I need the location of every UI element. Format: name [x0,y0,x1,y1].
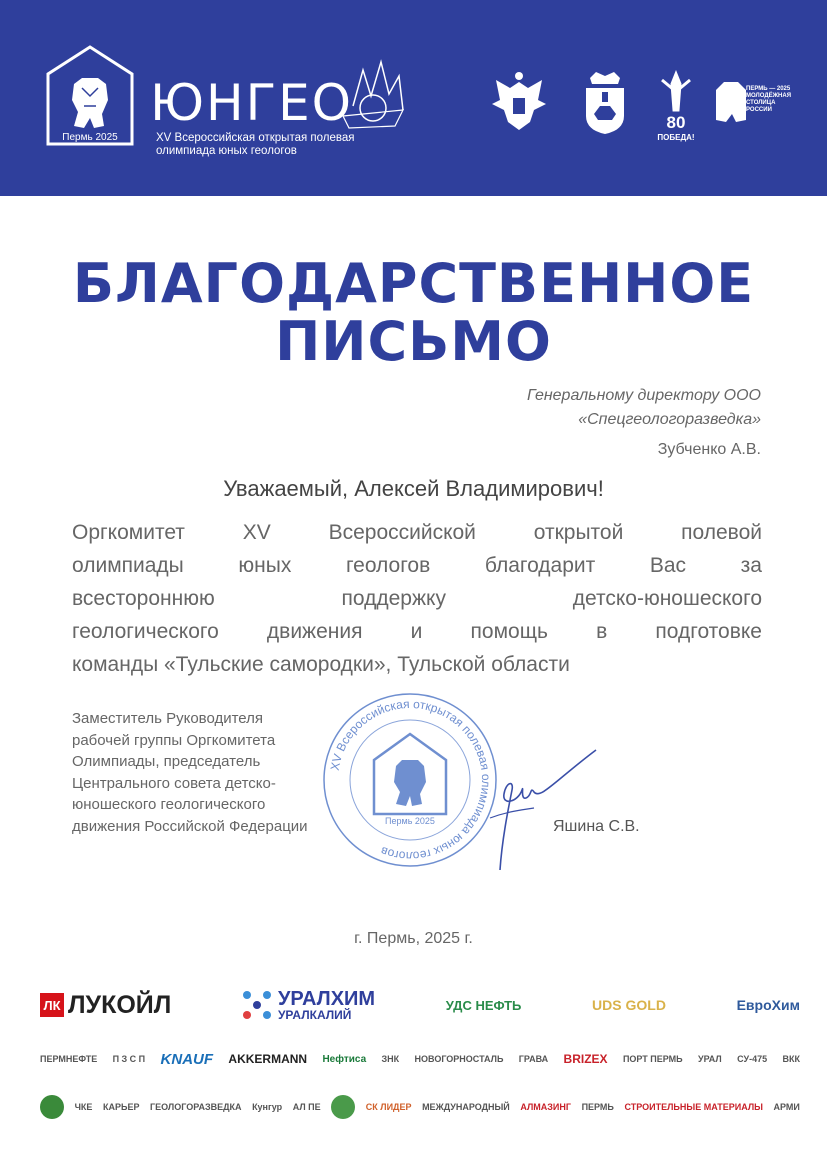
body-line: команды «Тульские самородки», Тульской области [72,653,570,676]
sponsor-lukoil-text: ЛУКОЙЛ [68,990,172,1019]
sponsor-port-perm: ПОРТ ПЕРМЬ [622,1054,683,1064]
greeting: Уважаемый, Алексей Владимирович! [223,476,604,501]
sponsor-su475: СУ-475 [737,1054,768,1064]
sponsor-karer: КАРЬЕР [102,1102,140,1112]
sponsor-badge-icon [40,1095,64,1119]
header-band [0,0,827,196]
olympiad-subtitle-line2: олимпиада юных геологов [156,145,297,157]
olympiad-bear-logo-icon [44,44,136,148]
handwritten-signature [460,730,620,880]
sponsor-logo: АЛ ПЕ [292,1102,321,1112]
addressee-company: «Спецгеологоразведка» [578,411,761,428]
signatory-line: Олимпиады, председатель [72,753,261,770]
sponsor-akkermann: AKKERMANN [228,1052,308,1066]
sponsor-logo: МЕЖДУНАРОДНЫЙ [422,1102,510,1112]
signatory-line: юношеского геологического [72,796,266,813]
logo-city-text: Пермь 2025 [62,132,118,143]
sponsor-uds-neft: УДС НЕФТЬ [445,997,522,1013]
youth-capital-line2: МОЛОДЁЖНАЯ [746,93,792,99]
youth-capital-line4: РОССИИ [746,107,772,113]
sponsor-lukoil [40,991,171,1020]
body-line: олимпиады юных геологов благодарит Вас за [72,554,762,577]
sponsor-sk-lider: СК ЛИДЕР [365,1102,412,1112]
sponsor-logo: ГЕОЛОГОРАЗВЕДКА [150,1102,242,1112]
sponsor-uds-gold: UDS GOLD [592,997,666,1013]
sponsor-grava: ГРАВА [518,1054,549,1064]
lukoil-logo-icon: ЛК [40,993,64,1017]
signatory-line: движения Российской Федерации [72,817,308,835]
stamp-center-text: Пермь 2025 [385,816,435,826]
crystal-icon [333,56,413,140]
sponsor-brizex: BRIZEX [563,1052,608,1066]
uralchem-logo-icon [242,990,272,1020]
sponsor-stroymaterialy: СТРОИТЕЛЬНЫЕ МАТЕРИАЛЫ [624,1102,763,1112]
document-title-line1: БЛАГОДАРСТВЕННОЕ [72,252,755,315]
body-line: Оргкомитет XV Всероссийской открытой полевой [72,521,762,544]
addressee-name: Зубченко А.В. [657,441,761,458]
sponsor-vkk: ВКК [782,1054,800,1064]
sponsor-almazing: АЛМАЗИНГ [520,1102,571,1112]
body-line: геологического движения и помощь в подготовке [72,620,762,643]
sponsor-logo: ПЕРМНЕФТЕ [40,1054,98,1064]
sponsor-eurochem: ЕвроХим [736,997,800,1013]
olympiad-title: ЮНГЕО [150,74,354,132]
letter-body [72,516,762,681]
sponsor-uralchem-text: УРАЛХИМ [277,988,376,1010]
victory-80-emblem-icon [656,70,696,146]
olympiad-subtitle [156,132,406,158]
sponsor-logo: Кунгур [252,1102,283,1112]
sponsor-uralkaliy-text: УРАЛКАЛИЙ [277,1008,352,1022]
addressee-position: Генеральному директору ООО [526,387,761,404]
youth-capital-text [746,86,791,114]
sponsor-row-3 [40,1092,800,1122]
sponsor-logo: П З С П [112,1054,146,1064]
emblem-pobeda-text: ПОБЕДА! [657,133,695,142]
sponsor-row-1 [40,985,800,1025]
youth-capital-line3: СТОЛИЦА [746,100,776,106]
signatory-title [72,708,392,837]
signatory-name: Яшина С.В. [553,818,640,835]
olympiad-subtitle-line1: XV Всероссийская открытая полевая [156,132,355,144]
sponsor-logo: УРАЛ [698,1054,722,1064]
signatory-line: Заместитель Руководителя [72,710,264,727]
sponsor-neftisa: Нефтиса [322,1053,367,1065]
sponsor-uralchem [242,989,375,1021]
sponsor-logo: НОВОГОРНОСТАЛЬ [414,1054,504,1064]
double-headed-eagle-emblem-icon [488,70,550,138]
perm-coat-of-arms-icon [582,70,628,136]
signatory-line: Центрального совета детско- [72,774,276,792]
sponsor-znk: ЗНК [381,1054,400,1064]
youth-capital-line1: ПЕРМЬ — 2025 [746,86,791,92]
signatory-line: рабочей группы Оргкомитета [72,731,276,749]
sponsor-badge-icon [331,1095,355,1119]
document-title-line2: ПИСЬМО [275,310,552,373]
sponsor-logo: ПЕРМЬ [581,1102,614,1112]
emblem-80-text: 80 [666,113,686,132]
place-and-date: г. Пермь, 2025 г. [354,930,473,947]
sponsor-knauf: KNAUF [160,1050,214,1068]
body-line: всестороннюю поддержку детско-юношеского [72,587,762,610]
stamp-ring-text: XV Всероссийская открытая полевая олимпиада юных геологов [327,696,494,864]
sponsor-logo: ЧКЕ [74,1102,93,1112]
sponsor-armi: АРМИ [773,1102,800,1112]
sponsor-row-2 [40,1044,800,1074]
